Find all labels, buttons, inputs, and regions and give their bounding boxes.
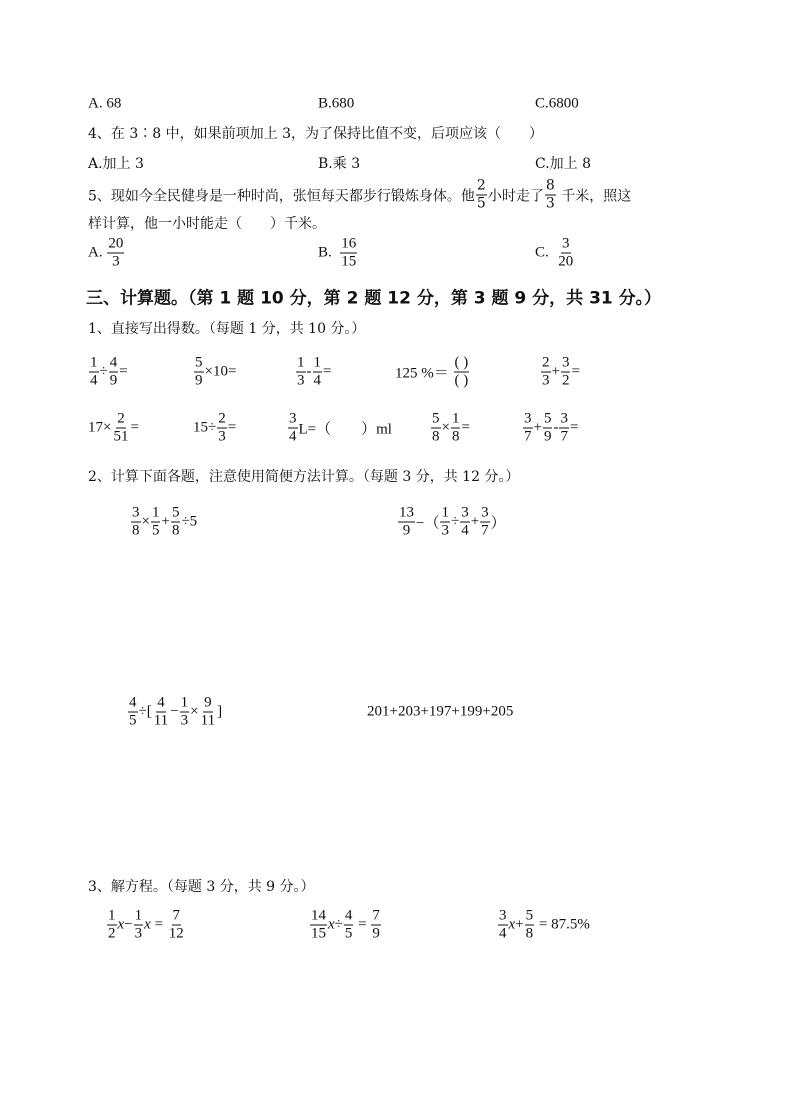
numerator: 13 (399, 504, 414, 521)
numerator: 5 (543, 410, 552, 427)
fraction (480, 505, 490, 540)
denominator: 3 (441, 522, 449, 539)
expression-text: = 87.5% (535, 916, 590, 933)
fraction (543, 411, 553, 446)
denominator: ( ) (454, 372, 469, 389)
denominator: 3 (542, 372, 550, 389)
numerator: 8 (545, 177, 555, 194)
expression-text: 千米，照这 (556, 188, 632, 204)
fraction (200, 695, 216, 730)
mental-calc-item (193, 355, 236, 390)
numerator: ( ) (454, 354, 469, 371)
question-5-line2: 样计算，他一小时能走（ ）千米。 (88, 216, 326, 232)
expression-text: + (161, 513, 170, 530)
denominator: 20 (558, 253, 574, 270)
denominator: 3 (218, 428, 226, 445)
denominator: 3 (297, 372, 305, 389)
denominator: 9 (195, 372, 203, 389)
expression-text: ÷ (99, 363, 108, 380)
numerator: 20 (108, 235, 124, 252)
q3-option-a: A. 68 (88, 95, 122, 112)
numerator: 2 (542, 354, 550, 371)
mental-calc-item (540, 355, 580, 390)
expression-text: + (470, 513, 480, 530)
expression-text: = (569, 419, 579, 436)
denominator: 7 (524, 428, 532, 445)
expression-text: = (354, 916, 371, 933)
fraction (460, 505, 470, 540)
expression-text: 17× (88, 419, 112, 436)
expression-text: = (461, 419, 470, 436)
expression-text: 201+203+197+199+205 (367, 703, 514, 720)
denominator: 12 (168, 925, 184, 942)
fraction (557, 236, 574, 271)
mental-calc-item (295, 355, 331, 390)
equation (497, 908, 590, 943)
mental-calc-item (395, 355, 470, 390)
equation (309, 908, 382, 943)
numerator: 4 (344, 907, 353, 924)
q3-option-c: C.6800 (535, 95, 579, 112)
expression-text: −（ (416, 515, 440, 532)
numerator: 5 (195, 354, 203, 371)
question-5-line1 (88, 178, 631, 213)
expression-text: = (130, 419, 139, 436)
fraction (431, 411, 441, 446)
fraction (545, 178, 556, 213)
numerator: 5 (171, 504, 180, 521)
numerator: 9 (204, 694, 212, 711)
fraction (451, 411, 461, 446)
denominator: 9 (402, 522, 411, 539)
numerator: 4 (129, 694, 137, 711)
fraction (541, 355, 551, 390)
denominator: 3 (180, 712, 189, 729)
expression-text: A. (88, 244, 107, 261)
fraction (310, 908, 327, 943)
fraction (217, 411, 227, 446)
mental-calc-item (287, 411, 392, 446)
section-3-heading: 三、计算题。（第 1 题 10 分，第 2 题 12 分，第 3 题 9 分，共 31 分。） (86, 288, 662, 309)
denominator: 7 (560, 428, 568, 445)
fraction (171, 505, 181, 540)
equation (106, 908, 186, 943)
fraction (107, 236, 124, 271)
expression-text: + (551, 363, 560, 380)
q4-option-a: A.加上 3 (88, 156, 144, 172)
fraction (128, 695, 138, 730)
q5-option-b (318, 236, 358, 271)
denominator: 5 (476, 195, 486, 212)
numerator: 1 (313, 354, 321, 371)
numerator: 1 (451, 410, 460, 427)
expression-text: ÷ (450, 513, 460, 530)
denominator: 7 (481, 522, 489, 539)
numerator: 1 (108, 907, 116, 924)
part-3-title: 3、解方程。（每题 3 分，共 9 分。） (88, 879, 315, 895)
numerator: 7 (372, 907, 380, 924)
fraction (340, 236, 357, 271)
fraction (153, 695, 169, 730)
mental-calc-item (193, 411, 236, 446)
denominator: 4 (499, 925, 507, 942)
expression-text: L=（ ）ml (298, 421, 392, 438)
numerator: 3 (481, 504, 489, 521)
numerator: 3 (499, 907, 507, 924)
numerator: 1 (134, 907, 143, 924)
numerator: 3 (524, 410, 532, 427)
expression-text: - (306, 363, 312, 380)
denominator: 5 (344, 925, 353, 942)
mental-calc-item (88, 411, 139, 446)
fraction (523, 411, 533, 446)
part-1-title: 1、直接写出得数。（每题 1 分，共 10 分。） (88, 321, 366, 337)
numerator: 4 (109, 354, 118, 371)
denominator: 4 (461, 522, 469, 539)
denominator: 8 (525, 925, 534, 942)
expression-text: = (323, 363, 332, 380)
variable: x (328, 916, 335, 933)
fraction (559, 411, 569, 446)
calc-problem (367, 704, 513, 721)
numerator: 3 (562, 235, 570, 252)
expression-text: + (533, 419, 542, 436)
denominator: 11 (153, 712, 169, 729)
fraction (371, 908, 381, 943)
numerator: 3 (461, 504, 469, 521)
denominator: 4 (313, 372, 321, 389)
denominator: 2 (108, 925, 116, 942)
expression-text: - (553, 419, 559, 436)
mental-calc-item (88, 355, 128, 390)
fraction (134, 908, 144, 943)
denominator: 4 (289, 428, 297, 445)
q5-option-a (88, 236, 125, 271)
fraction (296, 355, 306, 390)
calc-problem (127, 695, 222, 730)
denominator: 8 (432, 428, 440, 445)
fraction (131, 505, 141, 540)
denominator: 51 (113, 428, 129, 445)
fraction (344, 908, 354, 943)
mental-calc-item (430, 411, 470, 446)
fraction (398, 505, 415, 540)
numerator: 16 (341, 235, 357, 252)
expression-text: = (150, 916, 167, 933)
fraction (89, 355, 99, 390)
variable: x (117, 916, 125, 933)
numerator: 3 (560, 410, 568, 427)
expression-text: ×10= (204, 363, 237, 380)
q5-option-c (535, 236, 575, 271)
denominator: 15 (311, 925, 326, 942)
expression-text: 15÷ (193, 419, 217, 436)
numerator: 4 (157, 694, 165, 711)
fraction (107, 908, 117, 943)
expression-text: × (141, 513, 150, 530)
mental-calc-item (522, 411, 578, 446)
fraction (109, 355, 119, 390)
denominator: 3 (112, 253, 120, 270)
numerator: 2 (218, 410, 226, 427)
q4-option-c: C.加上 8 (535, 156, 592, 172)
variable: x (144, 916, 151, 933)
expression-text: × (190, 703, 199, 720)
fraction (525, 908, 535, 943)
expression-text: 小时走了 (487, 188, 544, 204)
fraction (561, 355, 571, 390)
fraction (194, 355, 204, 390)
numerator: 1 (441, 504, 449, 521)
q3-option-b: B.680 (318, 95, 355, 112)
numerator: 2 (476, 177, 486, 194)
fraction (180, 695, 190, 730)
question-4: 4、在 3∶8 中，如果前项加上 3，为了保持比值不变，后项应该（ ） (88, 126, 543, 142)
numerator: 5 (432, 410, 440, 427)
fraction (288, 411, 298, 446)
numerator: 14 (311, 907, 326, 924)
q4-option-b: B.乘 3 (318, 156, 361, 172)
numerator: 2 (117, 410, 125, 427)
calc-problem (130, 505, 197, 540)
expression-text: ÷ (334, 916, 343, 933)
denominator: 8 (451, 428, 460, 445)
denominator: 15 (341, 253, 357, 270)
expression-text: = (571, 363, 580, 380)
expression-text: 5、现如今全民健身是一种时尚，张恒每天都步行锻炼身体。他 (88, 188, 475, 204)
numerator: 1 (151, 504, 160, 521)
denominator: 4 (90, 372, 98, 389)
expression-text: + (515, 916, 524, 933)
expression-text: C. (535, 244, 557, 261)
denominator: 8 (171, 522, 180, 539)
expression-text: × (441, 419, 450, 436)
numerator: 1 (297, 354, 305, 371)
part-2-title: 2、计算下面各题，注意使用简便方法计算。（每题 3 分，共 12 分。） (88, 469, 520, 485)
expression-text: ÷5 (181, 513, 198, 530)
denominator: 8 (132, 522, 140, 539)
denominator: 9 (372, 925, 380, 942)
fraction (112, 411, 129, 446)
fraction (454, 355, 470, 390)
expression-text: − (170, 703, 179, 720)
numerator: 1 (90, 354, 98, 371)
denominator: 11 (200, 712, 216, 729)
calc-problem (397, 505, 506, 540)
expression-text: ] (217, 703, 223, 720)
variable: x (508, 916, 516, 933)
expression-text: ÷[ (138, 703, 152, 720)
expression-text: B. (318, 244, 340, 261)
fraction (498, 908, 508, 943)
numerator: 1 (180, 694, 189, 711)
denominator: 9 (109, 372, 118, 389)
numerator: 3 (289, 410, 297, 427)
numerator: 5 (525, 907, 534, 924)
numerator: 7 (172, 907, 181, 924)
expression-text: − (124, 916, 133, 933)
expression-text: = (227, 419, 237, 436)
fraction (313, 355, 323, 390)
fraction (168, 908, 185, 943)
denominator: 5 (129, 712, 137, 729)
fraction (151, 505, 161, 540)
denominator: 5 (151, 522, 160, 539)
expression-text: = (119, 363, 128, 380)
fraction (476, 178, 487, 213)
numerator: 3 (561, 354, 570, 371)
numerator: 3 (132, 504, 140, 521)
denominator: 3 (545, 195, 555, 212)
fraction (440, 505, 450, 540)
expression-text: ） (490, 515, 506, 532)
denominator: 9 (543, 428, 552, 445)
denominator: 3 (134, 925, 143, 942)
denominator: 2 (561, 372, 570, 389)
expression-text: 125 %＝ (395, 365, 453, 382)
